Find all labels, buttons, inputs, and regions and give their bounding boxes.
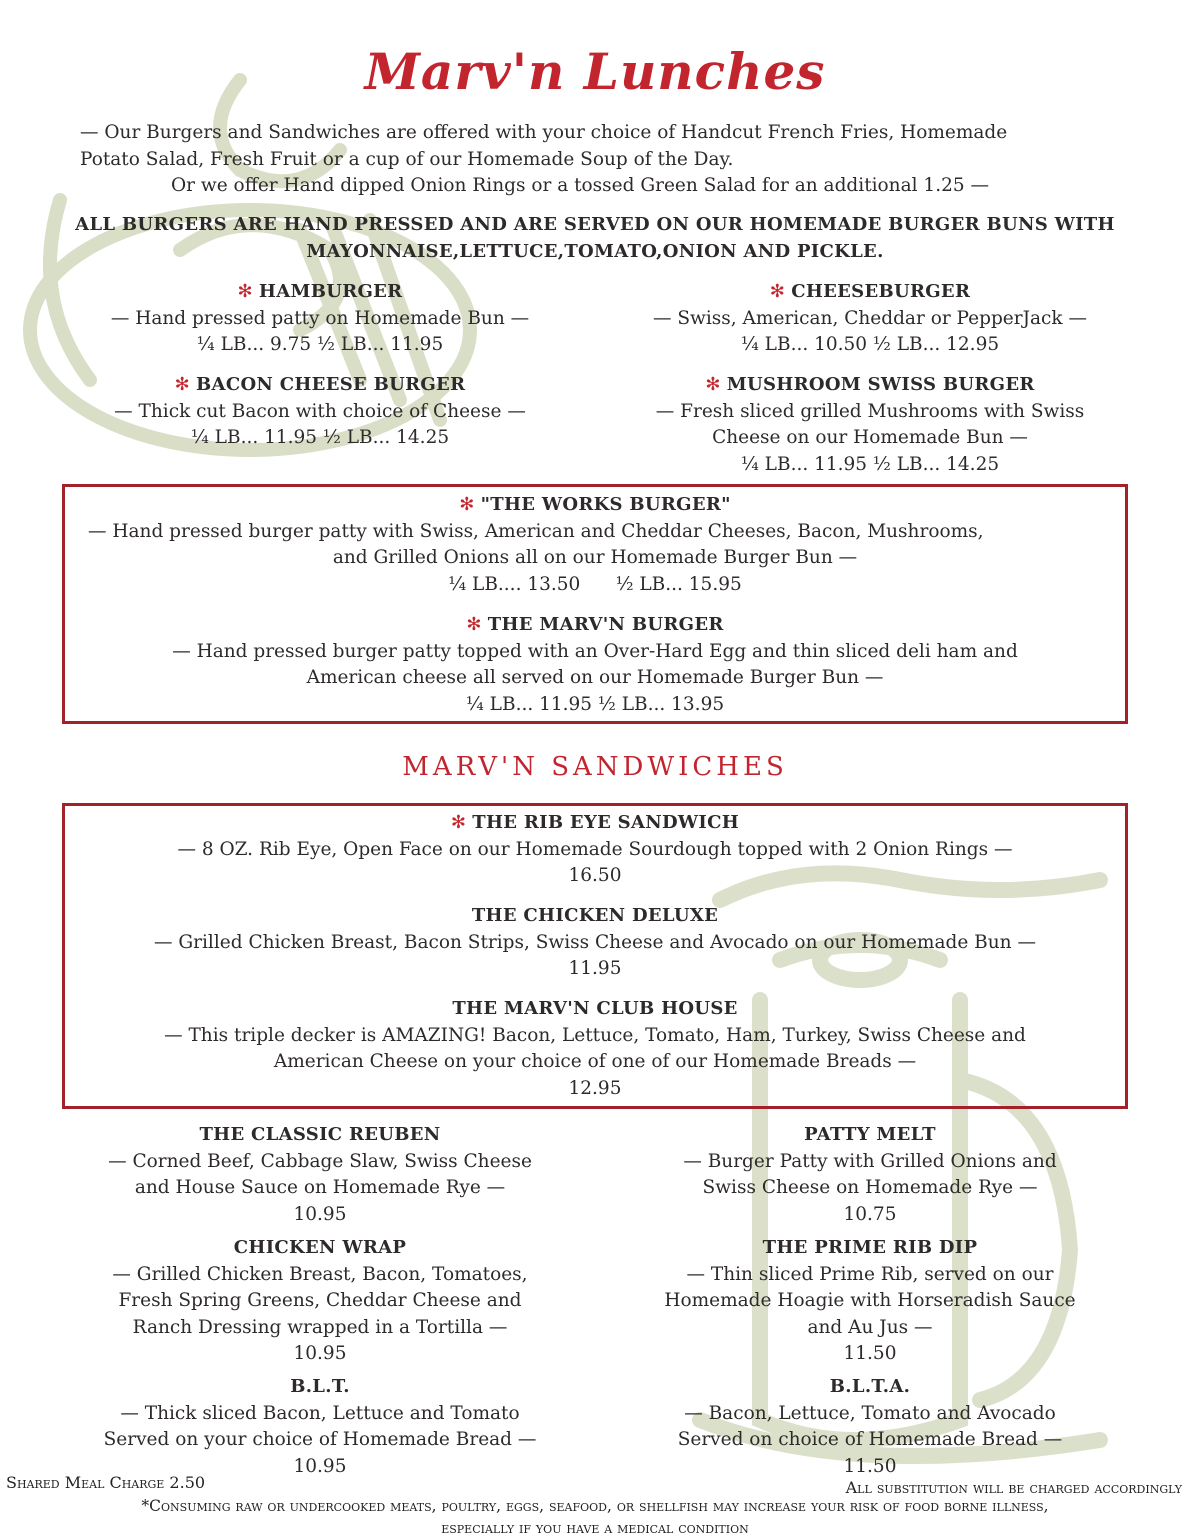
item-description: — Grilled Chicken Breast, Bacon Strips, Swiss Cheese and Avocado on our Homemade Bun — — [154, 931, 1036, 953]
menu-item-works-burger — [70, 492, 1120, 598]
item-description-line-1: — Burger Patty with Grilled Onions and — [683, 1150, 1057, 1172]
item-description-line-2: Served on choice of Homemade Bread — — [677, 1429, 1063, 1450]
asterisk-icon: ✻ — [705, 374, 721, 395]
item-name: THE CHICKEN DELUXE — [471, 905, 719, 926]
health-warning-line-2: especially if you have a medical condition — [441, 1519, 749, 1537]
menu-item-marvn-burger — [70, 612, 1120, 718]
item-price: 10.95 — [293, 1455, 347, 1477]
item-description: — Swiss, American, Cheddar or PepperJack — — [653, 307, 1087, 329]
item-description-line-2: Swiss Cheese on Homemade Rye — — [702, 1177, 1038, 1198]
item-name: BACON CHEESE BURGER — [196, 374, 466, 395]
item-name: PATTY MELT — [804, 1124, 936, 1145]
menu-item-mushroom-swiss-burger — [600, 372, 1140, 478]
menu-item-blta — [600, 1374, 1140, 1480]
item-description-line-1: — Corned Beef, Cabbage Slaw, Swiss Cheese — [108, 1150, 532, 1172]
menu-item-club-house — [70, 996, 1120, 1102]
item-price: 11.50 — [843, 1455, 897, 1477]
item-description: — 8 OZ. Rib Eye, Open Face on our Homemade Sourdough topped with 2 Onion Rings — — [177, 838, 1013, 860]
asterisk-icon: ✻ — [459, 494, 475, 515]
item-name: CHEESEBURGER — [791, 281, 971, 302]
item-description-line-3: and Au Jus — — [807, 1316, 933, 1338]
item-price: ¼ LB... 11.95 ½ LB... 14.25 — [190, 427, 450, 448]
item-description-line-1: — Bacon, Lettuce, Tomato and Avocado — [684, 1402, 1056, 1424]
shared-meal-charge: Shared Meal Charge 2.50 — [6, 1473, 206, 1492]
item-price: 16.50 — [568, 865, 622, 886]
menu-title: Marv'n Lunches — [364, 42, 826, 101]
item-price: 10.95 — [293, 1203, 347, 1225]
asterisk-icon: ✻ — [237, 281, 253, 302]
sandwiches-section-title: MARV'N SANDWICHES — [402, 752, 788, 782]
item-description-line-2: American Cheese on your choice of one of our Homemade Breads — — [273, 1051, 917, 1072]
item-name: HAMBURGER — [258, 281, 403, 302]
item-price: ¼ LB... 9.75 ½ LB... 11.95 — [196, 334, 444, 355]
burger-notice-line-1: ALL BURGERS ARE HAND PRESSED AND ARE SERVED ON OUR HOMEMADE BURGER BUNS WITH — [75, 214, 1115, 235]
item-name: CHICKEN WRAP — [233, 1237, 407, 1258]
item-price: 11.50 — [843, 1343, 897, 1364]
intro-text — [80, 120, 1120, 200]
item-name: THE RIB EYE SANDWICH — [472, 812, 740, 833]
item-price: 11.95 — [568, 958, 622, 979]
asterisk-icon: ✻ — [174, 374, 191, 395]
intro-line-2: Potato Salad, Fresh Fruit or a cup of our Homemade Soup of the Day. — [80, 148, 734, 170]
item-description-line-2: Homemade Hoagie with Horseradish Sauce — [664, 1290, 1076, 1311]
item-price: 12.95 — [568, 1077, 622, 1099]
menu-item-chicken-wrap — [40, 1235, 600, 1368]
item-description-line-2: Cheese on our Homemade Bun — — [712, 427, 1028, 448]
item-description-line-2: Served on your choice of Homemade Bread — — [103, 1429, 537, 1450]
item-name: THE MARV'N CLUB HOUSE — [452, 998, 738, 1019]
item-description: — Hand pressed patty on Homemade Bun — — [110, 307, 530, 329]
item-price: ¼ LB.... 13.50 ½ LB... 15.95 — [448, 573, 742, 595]
menu-item-blt — [40, 1374, 600, 1480]
item-description: — Thick cut Bacon with choice of Cheese — — [114, 400, 526, 422]
intro-line-1: — Our Burgers and Sandwiches are offered with your choice of Handcut French Fries, Homemade — [80, 122, 1008, 143]
item-description-line-1: — Hand pressed burger patty topped with an Over-Hard Egg and thin sliced deli ham and — [172, 640, 1018, 662]
item-description-line-2: and House Sauce on Homemade Rye — — [134, 1177, 506, 1198]
item-description-line-2: and Grilled Onions all on our Homemade Burger Bun — — [332, 547, 858, 568]
item-description-line-1: — Thick sliced Bacon, Lettuce and Tomato — [120, 1402, 520, 1424]
menu-item-prime-rib-dip — [600, 1235, 1140, 1368]
item-name: THE CLASSIC REUBEN — [199, 1124, 441, 1145]
health-warning-line-1: *Consuming raw or undercooked meats, poultry, eggs, seafood, or shellfish may increase your risk of food borne illness, — [141, 1497, 1049, 1515]
burger-notice-line-2: MAYONNAISE,LETTUCE,TOMATO,ONION AND PICKLE. — [306, 240, 884, 262]
asterisk-icon: ✻ — [769, 281, 786, 302]
burger-notice — [0, 212, 1190, 265]
item-price: ¼ LB... 10.50 ½ LB... 12.95 — [740, 334, 1000, 355]
asterisk-icon: ✻ — [450, 812, 467, 833]
menu-item-rib-eye-sandwich — [70, 810, 1120, 890]
item-description-line-1: — Grilled Chicken Breast, Bacon, Tomatoes, — [112, 1263, 528, 1285]
item-price: ¼ LB... 11.95 ½ LB... 14.25 — [740, 453, 1000, 475]
item-name: MUSHROOM SWISS BURGER — [726, 374, 1035, 395]
menu-item-chicken-deluxe — [70, 903, 1120, 983]
item-name: "THE WORKS BURGER" — [480, 494, 731, 515]
asterisk-icon: ✻ — [466, 614, 482, 635]
menu-item-cheeseburger — [600, 279, 1140, 359]
item-price: 10.95 — [293, 1343, 347, 1364]
item-description-line-1: — This triple decker is AMAZING! Bacon, Lettuce, Tomato, Ham, Turkey, Swiss Cheese and — [164, 1024, 1026, 1046]
item-name: B.L.T.A. — [829, 1376, 911, 1397]
item-description-line-3: Ranch Dressing wrapped in a Tortilla — — [132, 1316, 508, 1338]
menu-item-bacon-cheese-burger — [40, 372, 600, 452]
menu-item-classic-reuben — [40, 1122, 600, 1228]
item-description-line-1: — Fresh sliced grilled Mushrooms with Swiss — [655, 400, 1085, 422]
item-name: B.L.T. — [290, 1376, 350, 1397]
item-description-line-2: American cheese all served on our Homemade Burger Bun — — [306, 667, 884, 688]
item-price: ¼ LB... 11.95 ½ LB... 13.95 — [465, 693, 725, 715]
item-name: THE PRIME RIB DIP — [762, 1237, 978, 1258]
item-price: 10.75 — [843, 1203, 897, 1225]
intro-line-3: Or we offer Hand dipped Onion Rings or a tossed Green Salad for an additional 1.25 — — [171, 175, 989, 196]
item-name: THE MARV'N BURGER — [487, 614, 724, 635]
menu-item-hamburger — [40, 279, 600, 359]
substitution-note: All substitution will be charged accordingly — [845, 1478, 1182, 1497]
item-description-line-1: — Thin sliced Prime Rib, served on our — [686, 1263, 1054, 1285]
item-description-line-2: Fresh Spring Greens, Cheddar Cheese and — [118, 1290, 522, 1311]
item-description-line-1: — Hand pressed burger patty with Swiss, American and Cheddar Cheeses, Bacon, Mushrooms, — [88, 520, 984, 542]
menu-item-patty-melt — [600, 1122, 1140, 1228]
